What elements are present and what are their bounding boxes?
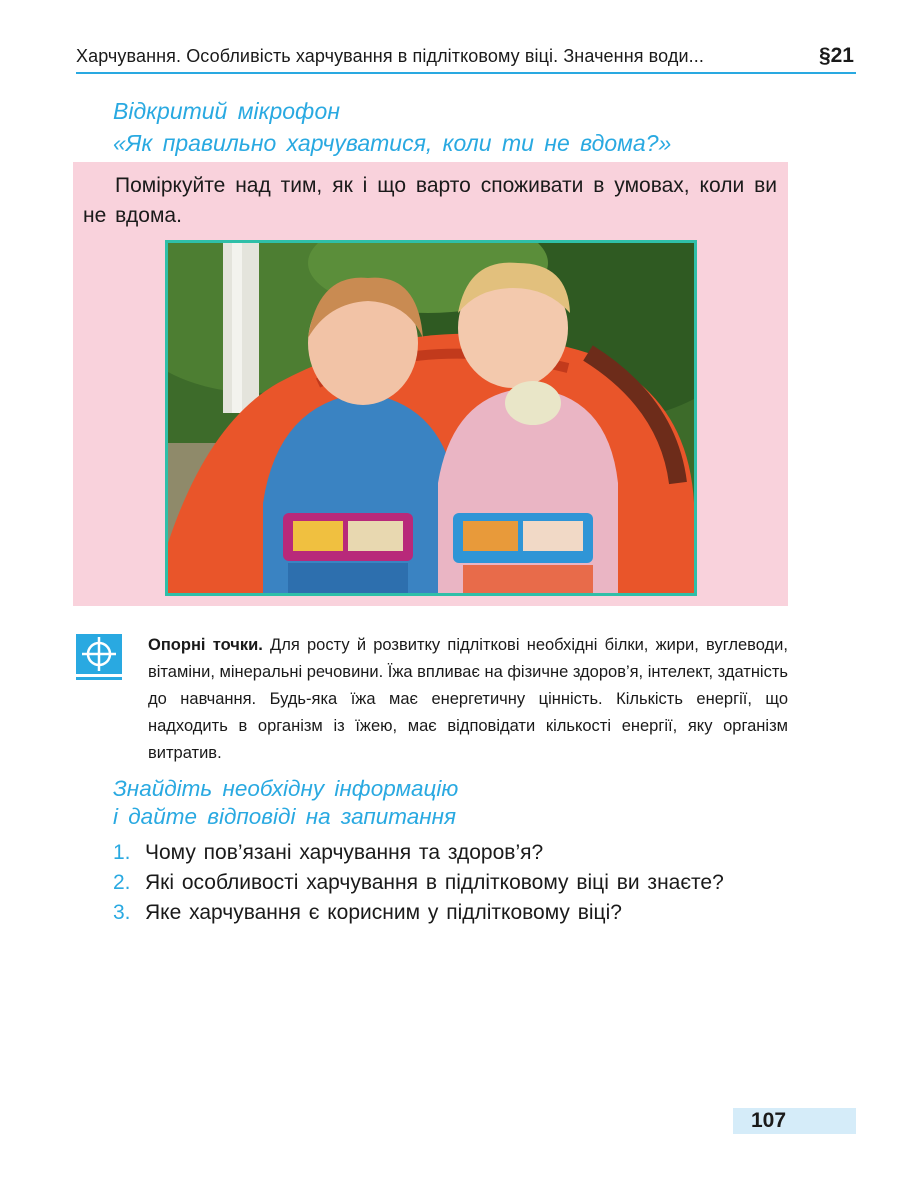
question-text: Які особливості харчування в підлітковому віці ви знаєте? xyxy=(145,871,724,894)
task-heading-line1: Знайдіть необхідну інформацію xyxy=(113,776,459,801)
question-item xyxy=(113,838,813,868)
task-heading-line2: і дайте відповіді на запитання xyxy=(113,804,457,829)
open-mic-heading xyxy=(113,95,813,159)
key-points-paragraph xyxy=(148,632,788,767)
children-eating-photo xyxy=(165,240,697,596)
running-header xyxy=(76,44,856,74)
page-number-bar xyxy=(733,1108,856,1134)
question-item xyxy=(113,868,813,898)
open-mic-heading-line1: Відкритий мікрофон xyxy=(113,98,340,124)
task-heading xyxy=(113,775,713,831)
question-number: 2. xyxy=(113,871,131,894)
open-mic-heading-line2: «Як правильно харчуватися, коли ти не вдома?» xyxy=(113,130,672,156)
questions-list xyxy=(113,838,813,928)
question-text: Яке харчування є корисним у підлітковому віці? xyxy=(145,901,622,924)
target-icon xyxy=(76,634,122,682)
question-number: 1. xyxy=(113,841,131,864)
question-item xyxy=(113,898,813,928)
discussion-box xyxy=(73,162,788,606)
discussion-prompt: Поміркуйте над тим, як і що варто споживати в умовах, коли ви не вдома. xyxy=(83,174,777,227)
question-number: 3. xyxy=(113,901,131,924)
key-points-label: Опорні точки. xyxy=(148,636,263,654)
header-title: Харчування. Особливість харчування в підлітковому віці. Значення води... xyxy=(76,46,704,66)
page-number: 107 xyxy=(751,1109,787,1132)
section-number: §21 xyxy=(818,44,854,67)
key-points-text: Для росту й розвитку підліткові необхідні білки, жири, вуглеводи, вітаміни, мінеральні речовини. Їжа впливає на фізичне здоров’я, інтелект, здатність до навчання. Будь-яка їжа має енергетичну цінність. Кількість енергії, що надходить в організм із їжею, має відповідати кількості енергії, яку організм витратив. xyxy=(148,636,788,762)
question-text: Чому пов’язані харчування та здоров’я? xyxy=(145,841,544,864)
